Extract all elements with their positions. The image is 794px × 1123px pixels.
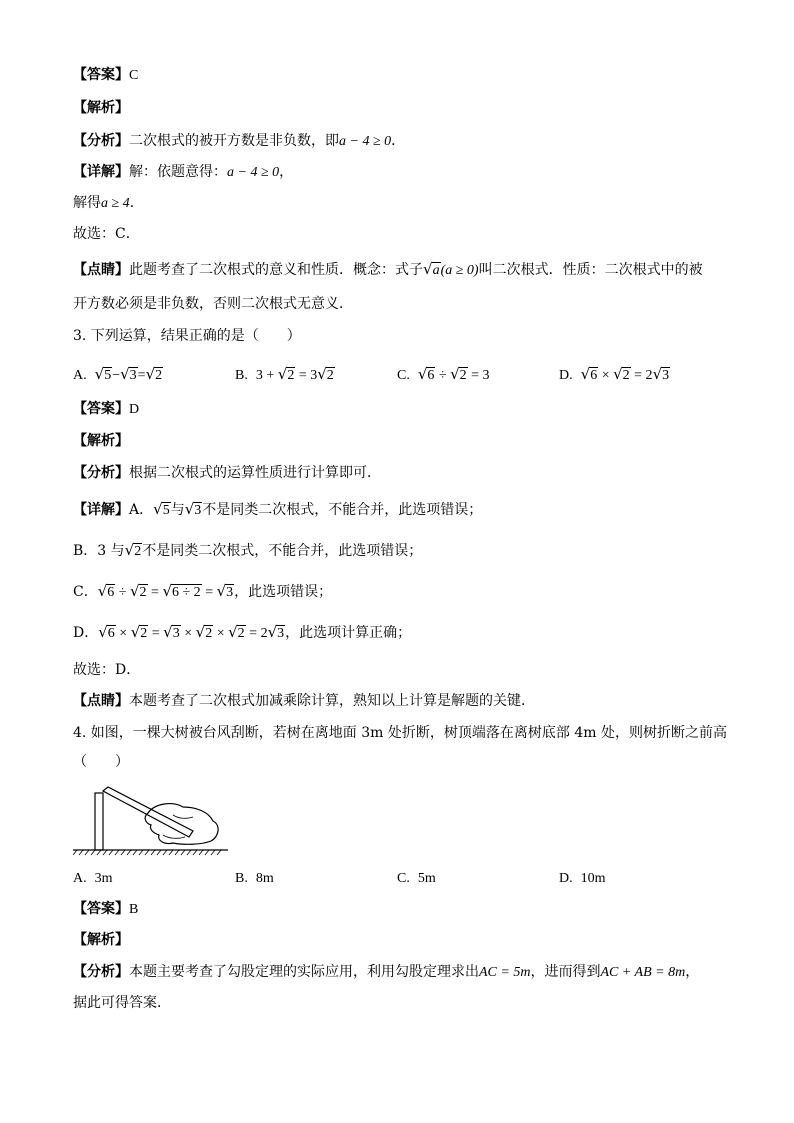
sqrt-symbol: √: [423, 260, 433, 278]
q2-choose-line: [73, 224, 140, 244]
option-value: 3m: [94, 871, 113, 886]
answer-value: D: [129, 402, 140, 417]
broken-tree-diagram: [73, 785, 233, 857]
sqrt-symbol: √: [124, 541, 135, 559]
sqrt-symbol: √: [163, 623, 173, 641]
q2-analysis-line: [73, 98, 129, 118]
radicand: 2: [326, 368, 334, 383]
d-text: ，此选项计算正确；: [285, 625, 412, 641]
q2-answer-line: [73, 65, 138, 86]
b-text: 不是同类二次根式，不能合并，此选项错误；: [142, 543, 423, 559]
option-value: 8m: [255, 871, 274, 886]
answer-tag: 【答案】: [73, 401, 129, 417]
solve-text: 解得: [73, 195, 101, 211]
fenxi-text: 二次根式的被开方数是非负数，即: [129, 133, 339, 149]
c-prefix: C．: [73, 584, 98, 600]
radicand: 2: [622, 368, 630, 383]
q2-dianjing-line: [73, 259, 703, 281]
sqrt-symbol: √: [145, 365, 156, 383]
radicand: 2: [139, 585, 147, 600]
radicand: 6: [107, 585, 115, 600]
radicand: 3: [662, 368, 670, 383]
sqrt-symbol: √: [94, 365, 105, 383]
q4-stem-line2: [73, 752, 129, 772]
answer-value: B: [129, 902, 139, 917]
dianjing-cond: (a ≥ 0): [440, 263, 479, 278]
analysis-tag: 【解析】: [73, 433, 129, 449]
option-label: D.: [559, 871, 573, 886]
fenxi-line2: 据此可得答案．: [73, 995, 171, 1011]
radicand: 6: [107, 626, 115, 641]
sqrt-symbol: √: [652, 365, 663, 383]
option-text: 3 +: [255, 368, 278, 383]
solve-math: a ≥ 4: [101, 196, 130, 211]
radicand: 6 ÷ 2: [172, 585, 201, 600]
dianjing-tag: 【点睛】: [73, 262, 129, 278]
sqrt-symbol: √: [277, 365, 288, 383]
radicand: 2: [155, 368, 163, 383]
q4-fenxi-line2: [73, 993, 171, 1013]
xiangjie-tag: 【详解】: [73, 164, 129, 180]
analysis-tag: 【解析】: [73, 932, 129, 948]
q3-xiangjie-d: [73, 622, 411, 644]
equals: = 2: [245, 626, 268, 641]
radicand: 2: [237, 626, 245, 641]
q3-analysis-line: [73, 431, 129, 451]
answer-tag: 【答案】: [73, 901, 129, 917]
option-label: C.: [397, 871, 410, 886]
q4-analysis-line: [73, 930, 129, 950]
q4-fenxi-line: [73, 962, 699, 983]
q3-option-a: [73, 364, 163, 386]
equals: =: [148, 626, 164, 641]
c-text: ，此选项错误；: [234, 584, 333, 600]
sqrt-symbol: √: [130, 623, 141, 641]
fenxi-math1: AC = 5m: [479, 965, 531, 980]
choose-text: 故选：D．: [73, 662, 141, 678]
sqrt-symbol: √: [267, 623, 278, 641]
sqrt-symbol: √: [97, 582, 108, 600]
q3-option-c: [397, 364, 490, 386]
option-tail: = 3: [467, 368, 490, 383]
sqrt-symbol: √: [228, 623, 238, 641]
radicand: 3: [129, 368, 137, 383]
sqrt-symbol: √: [195, 623, 206, 641]
fenxi-tag: 【分析】: [73, 133, 129, 149]
q2-fenxi-line: [73, 131, 405, 152]
xiangjie-tag: 【详解】: [73, 502, 129, 518]
fenxi-tag: 【分析】: [73, 465, 129, 481]
sqrt-symbol: √: [129, 582, 140, 600]
radicand: 3: [277, 626, 285, 641]
sqrt-symbol: √: [120, 365, 130, 383]
radicand: 5: [162, 503, 170, 518]
option-mid: = 3: [295, 368, 318, 383]
radicand: 2: [140, 626, 148, 641]
radicand: 3: [226, 585, 234, 600]
sqrt-symbol: √: [580, 365, 591, 383]
radicand: 6: [590, 368, 598, 383]
option-label: A.: [73, 871, 87, 886]
radicand: 2: [287, 368, 295, 383]
q3-option-b: [235, 364, 335, 386]
q3-fenxi-line: [73, 463, 381, 483]
a-text: 不是同类二次根式，不能合并，此选项错误；: [202, 502, 483, 518]
d-prefix: D．: [73, 625, 99, 641]
equals: =: [201, 585, 217, 600]
sqrt-symbol: √: [417, 365, 428, 383]
choose-text: 故选：C．: [73, 226, 140, 242]
dianjing-radicand: a: [432, 263, 440, 278]
fenxi-text: 根据二次根式的运算性质进行计算即可．: [129, 465, 381, 481]
fenxi-tag: 【分析】: [73, 964, 129, 980]
dianjing-text: 本题考查了二次根式加减乘除计算，熟知以上计算是解题的关键．: [129, 693, 535, 709]
q2-dianjing-line2: [73, 294, 353, 314]
q4-stem-line1: [73, 723, 727, 743]
option-label: B.: [235, 871, 248, 886]
sqrt-symbol: √: [153, 500, 163, 518]
q3-option-d: [559, 364, 670, 386]
radicand: 3: [194, 503, 202, 518]
q3-xiangjie-a: [73, 499, 482, 520]
radicand: 2: [459, 368, 467, 383]
q3-choose-line: [73, 660, 140, 680]
sqrt-symbol: √: [317, 365, 327, 383]
q3-xiangjie-c: [73, 581, 332, 603]
operator: ×: [180, 626, 196, 641]
q3-stem-text: 3. 下列运算，结果正确的是（ ）: [73, 328, 301, 344]
dianjing-text2: 叫二次根式．性质：二次根式中的被: [478, 262, 703, 278]
q4-option-d: [559, 868, 606, 889]
dianjing-text1: 此题考查了二次根式的意义和性质．概念：式子: [129, 262, 423, 278]
radicand: 2: [134, 544, 142, 559]
fenxi-math2: AC + AB = 8m: [600, 965, 686, 980]
equals: =: [137, 368, 146, 383]
dianjing-line2: 开方数必须是非负数，否则二次根式无意义．: [73, 296, 353, 312]
answer-value: C: [129, 68, 139, 83]
option-label: C.: [397, 368, 410, 383]
analysis-tag: 【解析】: [73, 100, 129, 116]
fenxi-text2: ，进而得到: [530, 964, 601, 980]
operator: ÷: [435, 368, 451, 383]
fenxi-text1: 本题主要考查了勾股定理的实际应用，利用勾股定理求出: [129, 964, 479, 980]
xiangjie-end: ，: [279, 164, 294, 180]
option-tail: = 2: [630, 368, 653, 383]
sqrt-symbol: √: [450, 365, 460, 383]
option-label: B.: [235, 368, 248, 383]
q3-stem: [73, 326, 301, 346]
a-mid: 与: [170, 502, 185, 518]
sqrt-symbol: √: [184, 500, 195, 518]
q4-stem2: （ ）: [73, 754, 129, 770]
fenxi-text3: ，: [685, 964, 700, 980]
fenxi-end: ．: [391, 133, 406, 149]
operator: ×: [115, 626, 131, 641]
sqrt-symbol: √: [216, 582, 227, 600]
fenxi-math: a − 4 ≥ 0: [339, 134, 392, 149]
sqrt-symbol: √: [613, 365, 623, 383]
sqrt-symbol: √: [162, 582, 172, 600]
solve-end: ．: [129, 195, 144, 211]
xiangjie-math: a − 4 ≥ 0: [227, 165, 280, 180]
radicand: 2: [205, 626, 213, 641]
operator: ×: [213, 626, 229, 641]
q3-answer-line: [73, 399, 139, 420]
operator: ÷: [115, 585, 130, 600]
q2-xiangjie-line: [73, 162, 293, 183]
q4-stem1: 4. 如图，一棵大树被台风刮断，若树在离地面 3m 处折断，树顶端落在离树底部 4m 处，则树折断之前高: [73, 725, 727, 741]
option-label: A.: [73, 368, 87, 383]
operator: −: [112, 368, 121, 383]
q2-solve-line: [73, 193, 144, 214]
a-prefix: A．: [129, 502, 154, 518]
option-label: D.: [559, 368, 573, 383]
q4-option-c: [397, 868, 436, 889]
q3-xiangjie-b: [73, 540, 422, 561]
answer-tag: 【答案】: [73, 67, 129, 83]
q3-dianjing-line: [73, 691, 535, 711]
b-prefix: B．3 与: [73, 543, 125, 559]
radicand: 3: [172, 626, 180, 641]
xiangjie-text: 解：依题意得：: [129, 164, 227, 180]
radicand: 6: [427, 368, 435, 383]
q4-option-b: [235, 868, 274, 889]
option-value: 5m: [417, 871, 436, 886]
q4-answer-line: [73, 899, 138, 920]
dianjing-tag: 【点睛】: [73, 693, 129, 709]
equals: =: [147, 585, 163, 600]
broken-tree-figure: [73, 785, 233, 857]
operator: ×: [598, 368, 614, 383]
sqrt-symbol: √: [98, 623, 108, 641]
radicand: 5: [104, 368, 112, 383]
q4-option-a: [73, 868, 113, 889]
option-value: 10m: [580, 871, 606, 886]
